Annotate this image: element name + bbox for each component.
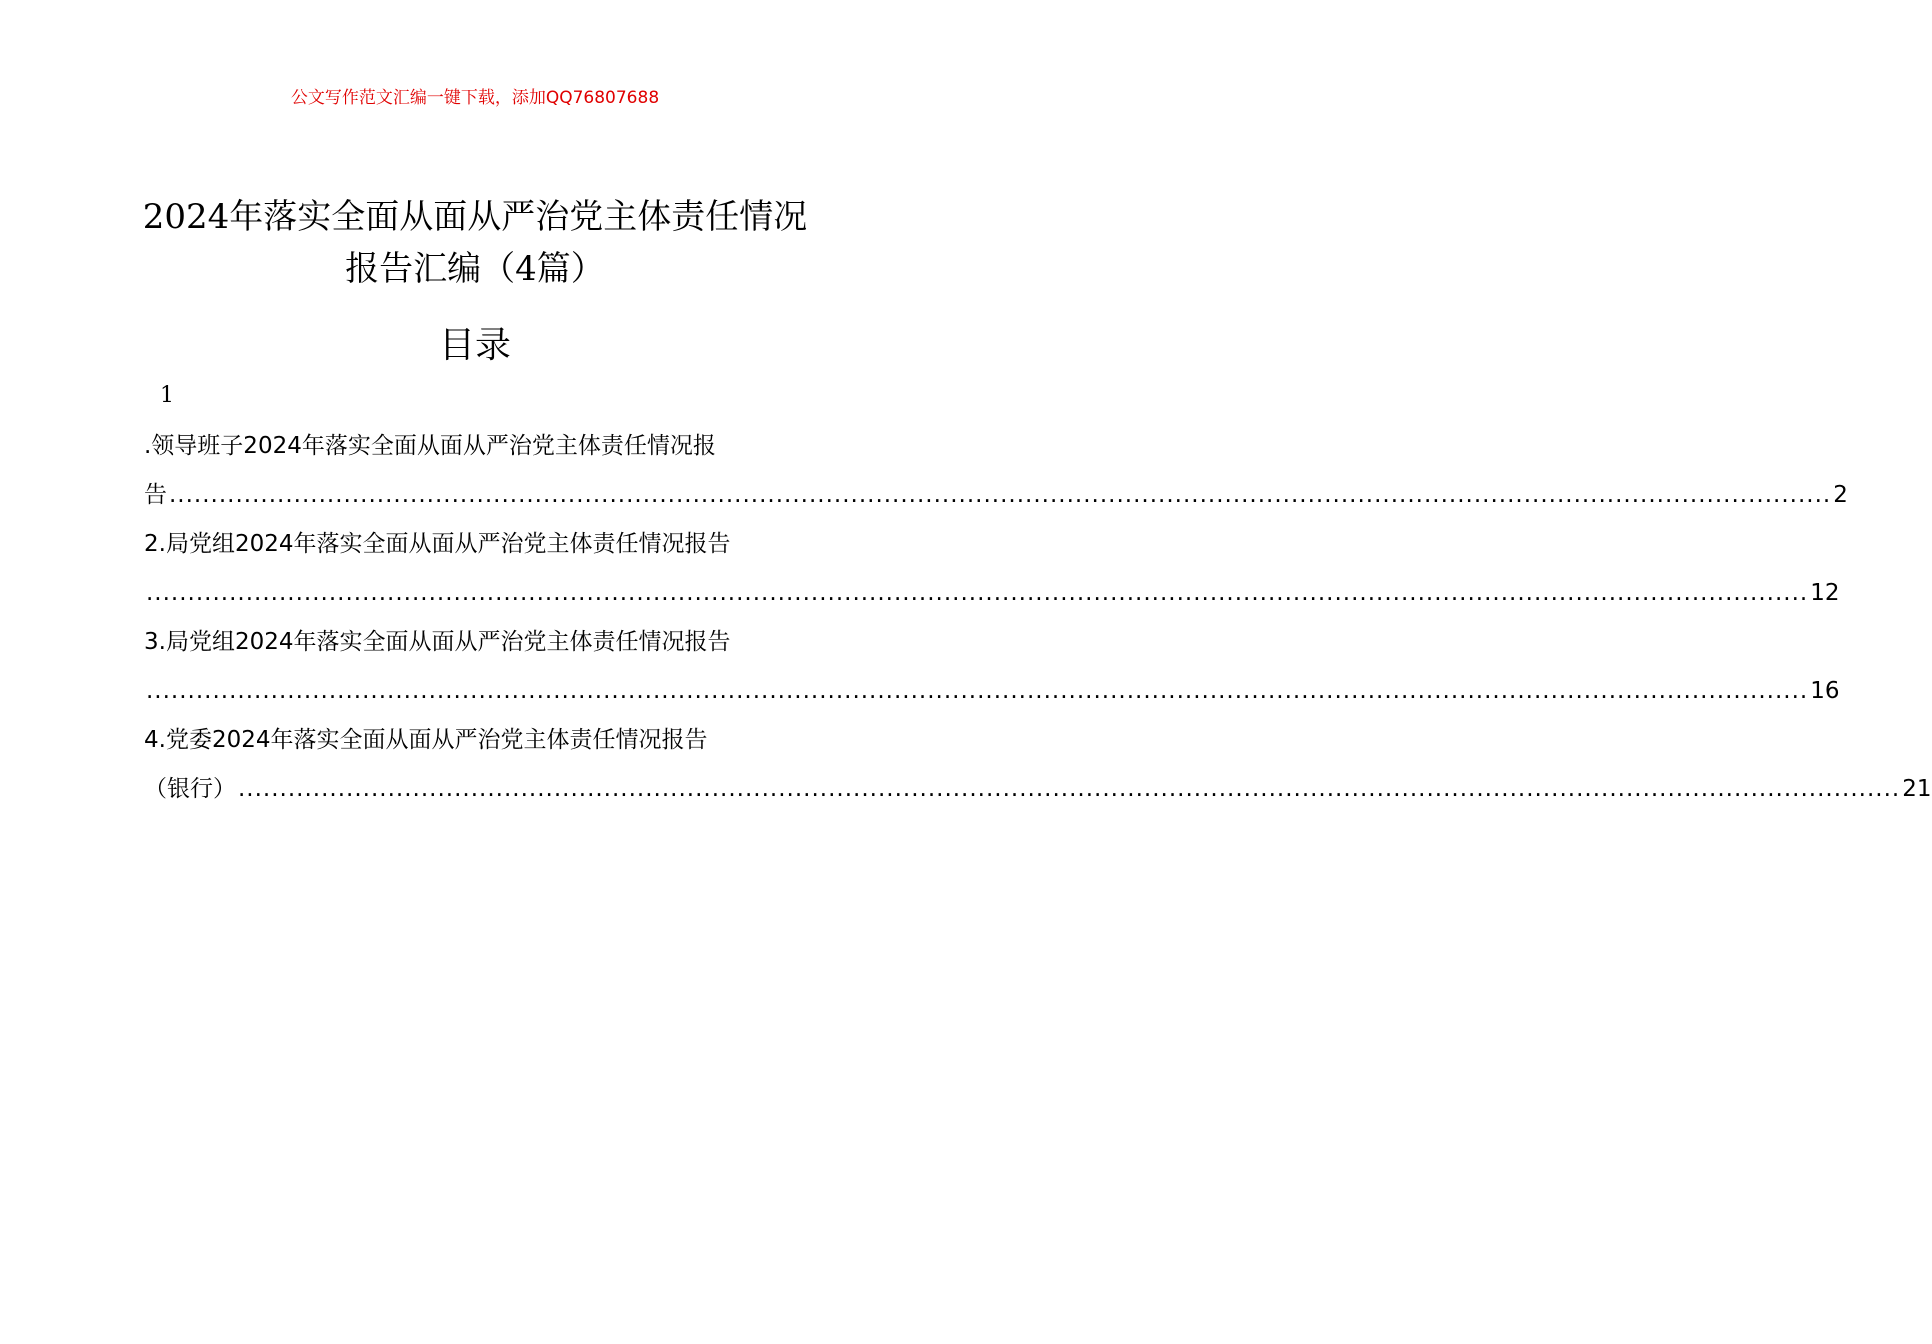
toc-entry-2[interactable] (144, 520, 1840, 618)
toc-dot-leader: ........................................................................................................................................................................................................ (146, 678, 1809, 704)
toc-entry-leader-line (144, 765, 1932, 814)
toc-page-number: 16 (1810, 678, 1840, 704)
toc-entry-leader-line (144, 569, 1840, 618)
toc-entry-title-continuation: （银行） (144, 776, 236, 802)
toc-entry-title: 4.党委2024年落实全面从面从严治党主体责任情况报告 (144, 727, 708, 753)
toc-entry-title: 3.局党组2024年落实全面从面从严治党主体责任情况报告 (144, 629, 731, 655)
toc-entry-leader-line (144, 667, 1840, 716)
toc-dot-leader: ........................................................................................................................................................................................................ (146, 580, 1809, 606)
toc-dot-leader: ........................................................................................................................................................................................................ (238, 776, 1901, 802)
header-note: 公文写作范文汇编一键下载，添加QQ76807688 (290, 88, 660, 108)
document-title: 2024年落实全面从面从严治党主体责任情况报告汇编（4篇） (142, 196, 808, 289)
table-of-contents (144, 422, 1932, 814)
toc-entry-4[interactable] (144, 716, 1932, 814)
toc-page-number: 2 (1833, 482, 1848, 508)
toc-entry-leader-line (144, 471, 1848, 520)
stray-number: 1 (160, 383, 174, 408)
toc-entry-title: 2.局党组2024年落实全面从面从严治党主体责任情况报告 (144, 531, 731, 557)
toc-page-number: 12 (1810, 580, 1840, 606)
toc-heading: 目录 (438, 325, 511, 366)
toc-page-number: 21 (1902, 776, 1932, 802)
toc-dot-leader: ........................................................................................................................................................................................................ (169, 482, 1832, 508)
toc-entry-title: .领导班子2024年落实全面从面从严治党主体责任情况报 (144, 433, 716, 459)
toc-entry-1[interactable] (144, 422, 1848, 520)
toc-entry-title-continuation: 告 (144, 482, 167, 508)
toc-entry-3[interactable] (144, 618, 1840, 716)
